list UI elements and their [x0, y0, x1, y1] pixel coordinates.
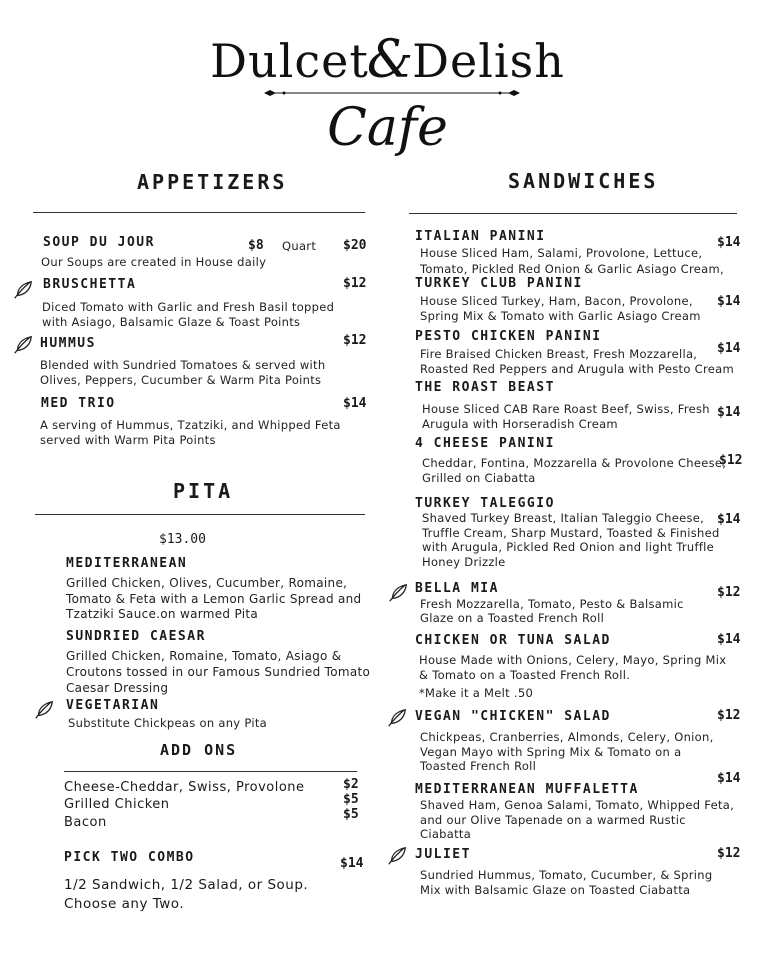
- item-price: $14: [717, 632, 741, 647]
- item-name: THE ROAST BEAST: [415, 380, 555, 395]
- item-name: SOUP DU JOUR: [43, 235, 155, 250]
- item-name: PICK TWO COMBO: [64, 850, 195, 865]
- item-desc: Cheddar, Fontina, Mozzarella & Provolone Cheese, Grilled on Ciabatta: [422, 456, 727, 485]
- addon-label: Cheese-Cheddar, Swiss, Provolone: [64, 780, 305, 795]
- item-name: VEGAN "CHICKEN" SALAD: [415, 709, 611, 724]
- item-extra-label: Quart: [282, 239, 317, 253]
- item-price: $14: [717, 235, 741, 250]
- item-price: $12: [717, 585, 741, 600]
- addons-divider: [64, 771, 357, 772]
- item-desc: House Sliced Ham, Salami, Provolone, Lettuce, Tomato, Pickled Red Onion & Garlic Asiago Cream,: [420, 246, 724, 276]
- item-name: PESTO CHICKEN PANINI: [415, 329, 602, 344]
- addons-title: ADD ONS: [160, 741, 238, 759]
- item-price: $14: [717, 294, 741, 309]
- item-desc: A serving of Hummus, Tzatziki, and Whipped Feta served with Warm Pita Points: [40, 418, 341, 447]
- item-name: CHICKEN OR TUNA SALAD: [415, 633, 611, 648]
- item-desc: Our Soups are created in House daily: [41, 255, 267, 269]
- item-price: $12: [343, 333, 367, 348]
- item-desc: Chickpeas, Cranberries, Almonds, Celery, Onion, Vegan Mayo with Spring Mix & Tomato on a Toasted French Roll: [420, 730, 714, 773]
- item-name: VEGETARIAN: [66, 698, 160, 713]
- item-extra-price: $20: [343, 238, 367, 253]
- sandwiches-title: SANDWICHES: [508, 169, 659, 193]
- item-name: MEDITERRANEAN MUFFALETTA: [415, 782, 639, 797]
- item-price: $14: [343, 396, 367, 411]
- item-desc: Fire Braised Chicken Breast, Fresh Mozzarella, Roasted Red Peppers and Arugula with Pesto Cream: [420, 347, 734, 376]
- leaf-icon: [33, 699, 55, 721]
- addon-label: Grilled Chicken: [64, 797, 170, 812]
- flourish-divider-icon: [262, 88, 522, 98]
- item-desc: Grilled Chicken, Olives, Cucumber, Romaine, Tomato & Feta with a Lemon Garlic Spread and Tzatziki Sauce.on warmed Pita: [66, 576, 362, 621]
- item-price: $14: [717, 341, 741, 356]
- addon-label: Bacon: [64, 815, 107, 830]
- leaf-icon: [12, 279, 34, 301]
- brand-name-left: Dulcet: [210, 34, 369, 88]
- appetizers-title: APPETIZERS: [137, 170, 288, 194]
- item-desc: House Sliced CAB Rare Roast Beef, Swiss, Fresh Arugula with Horseradish Cream: [422, 402, 710, 431]
- leaf-icon: [387, 582, 409, 604]
- addon-price: $5: [343, 807, 359, 822]
- item-desc: Substitute Chickpeas on any Pita: [68, 716, 267, 730]
- item-desc: Diced Tomato with Garlic and Fresh Basil topped with Asiago, Balsamic Glaze & Toast Points: [42, 300, 335, 329]
- item-price: $14: [717, 771, 741, 786]
- item-price: $12: [719, 453, 743, 468]
- item-name: ITALIAN PANINI: [415, 229, 546, 244]
- item-desc: 1/2 Sandwich, 1/2 Salad, or Soup. Choose any Two.: [64, 877, 309, 912]
- item-desc: Shaved Turkey Breast, Italian Taleggio Cheese, Truffle Cream, Sharp Mustard, Toasted & Finished with Arugula, Pickled Red Onion and light Truffle Honey Drizzle: [422, 511, 720, 569]
- item-name: MED TRIO: [41, 396, 116, 411]
- item-price: $14: [717, 405, 741, 420]
- item-desc: Fresh Mozzarella, Tomato, Pesto & Balsamic Glaze on a Toasted French Roll: [420, 597, 684, 625]
- item-name: MEDITERRANEAN: [66, 556, 188, 571]
- item-name: HUMMUS: [40, 336, 96, 351]
- item-price: $14: [717, 512, 741, 527]
- item-name: TURKEY CLUB PANINI: [415, 276, 583, 291]
- leaf-icon: [386, 845, 408, 867]
- item-note: *Make it a Melt .50: [419, 686, 534, 700]
- item-desc: Shaved Ham, Genoa Salami, Tomato, Whipped Feta, and our Olive Tapenade on a warmed Rustic Ciabatta: [420, 798, 735, 841]
- addon-price: $5: [343, 792, 359, 807]
- pita-title: PITA: [173, 479, 234, 503]
- item-price: $14: [340, 856, 364, 871]
- sandwiches-divider: [409, 213, 737, 214]
- item-name: BRUSCHETTA: [43, 277, 137, 292]
- item-name: JULIET: [415, 847, 471, 862]
- leaf-icon: [12, 334, 34, 356]
- item-price: $12: [343, 276, 367, 291]
- item-price: $12: [717, 846, 741, 861]
- addon-price: $2: [343, 777, 359, 792]
- brand-ampersand: &: [366, 30, 415, 90]
- item-price: $8: [248, 238, 264, 253]
- brand-name-right: Delish: [412, 34, 565, 88]
- brand-subtitle: Cafe: [327, 98, 448, 158]
- item-name: 4 CHEESE PANINI: [415, 436, 555, 451]
- brand-logo: [0, 30, 775, 90]
- leaf-icon: [386, 707, 408, 729]
- item-name: TURKEY TALEGGIO: [415, 496, 555, 511]
- item-name: BELLA MIA: [415, 581, 499, 596]
- item-desc: Grilled Chicken, Romaine, Tomato, Asiago & Croutons tossed in our Famous Sundried Tomato Caesar Dressing: [66, 649, 371, 695]
- pita-price: $13.00: [159, 532, 206, 547]
- item-desc: Blended with Sundried Tomatoes & served with Olives, Peppers, Cucumber & Warm Pita Points: [40, 358, 326, 387]
- item-desc: House Made with Onions, Celery, Mayo, Spring Mix & Tomato on a Toasted French Roll.: [419, 653, 727, 682]
- item-price: $12: [717, 708, 741, 723]
- appetizers-divider: [33, 212, 365, 213]
- item-name: SUNDRIED CAESAR: [66, 629, 206, 644]
- item-desc: Sundried Hummus, Tomato, Cucumber, & Spring Mix with Balsamic Glaze on Toasted Ciabatta: [420, 868, 713, 897]
- item-desc: House Sliced Turkey, Ham, Bacon, Provolone, Spring Mix & Tomato with Garlic Asiago Cream: [420, 294, 701, 323]
- pita-divider: [35, 514, 365, 515]
